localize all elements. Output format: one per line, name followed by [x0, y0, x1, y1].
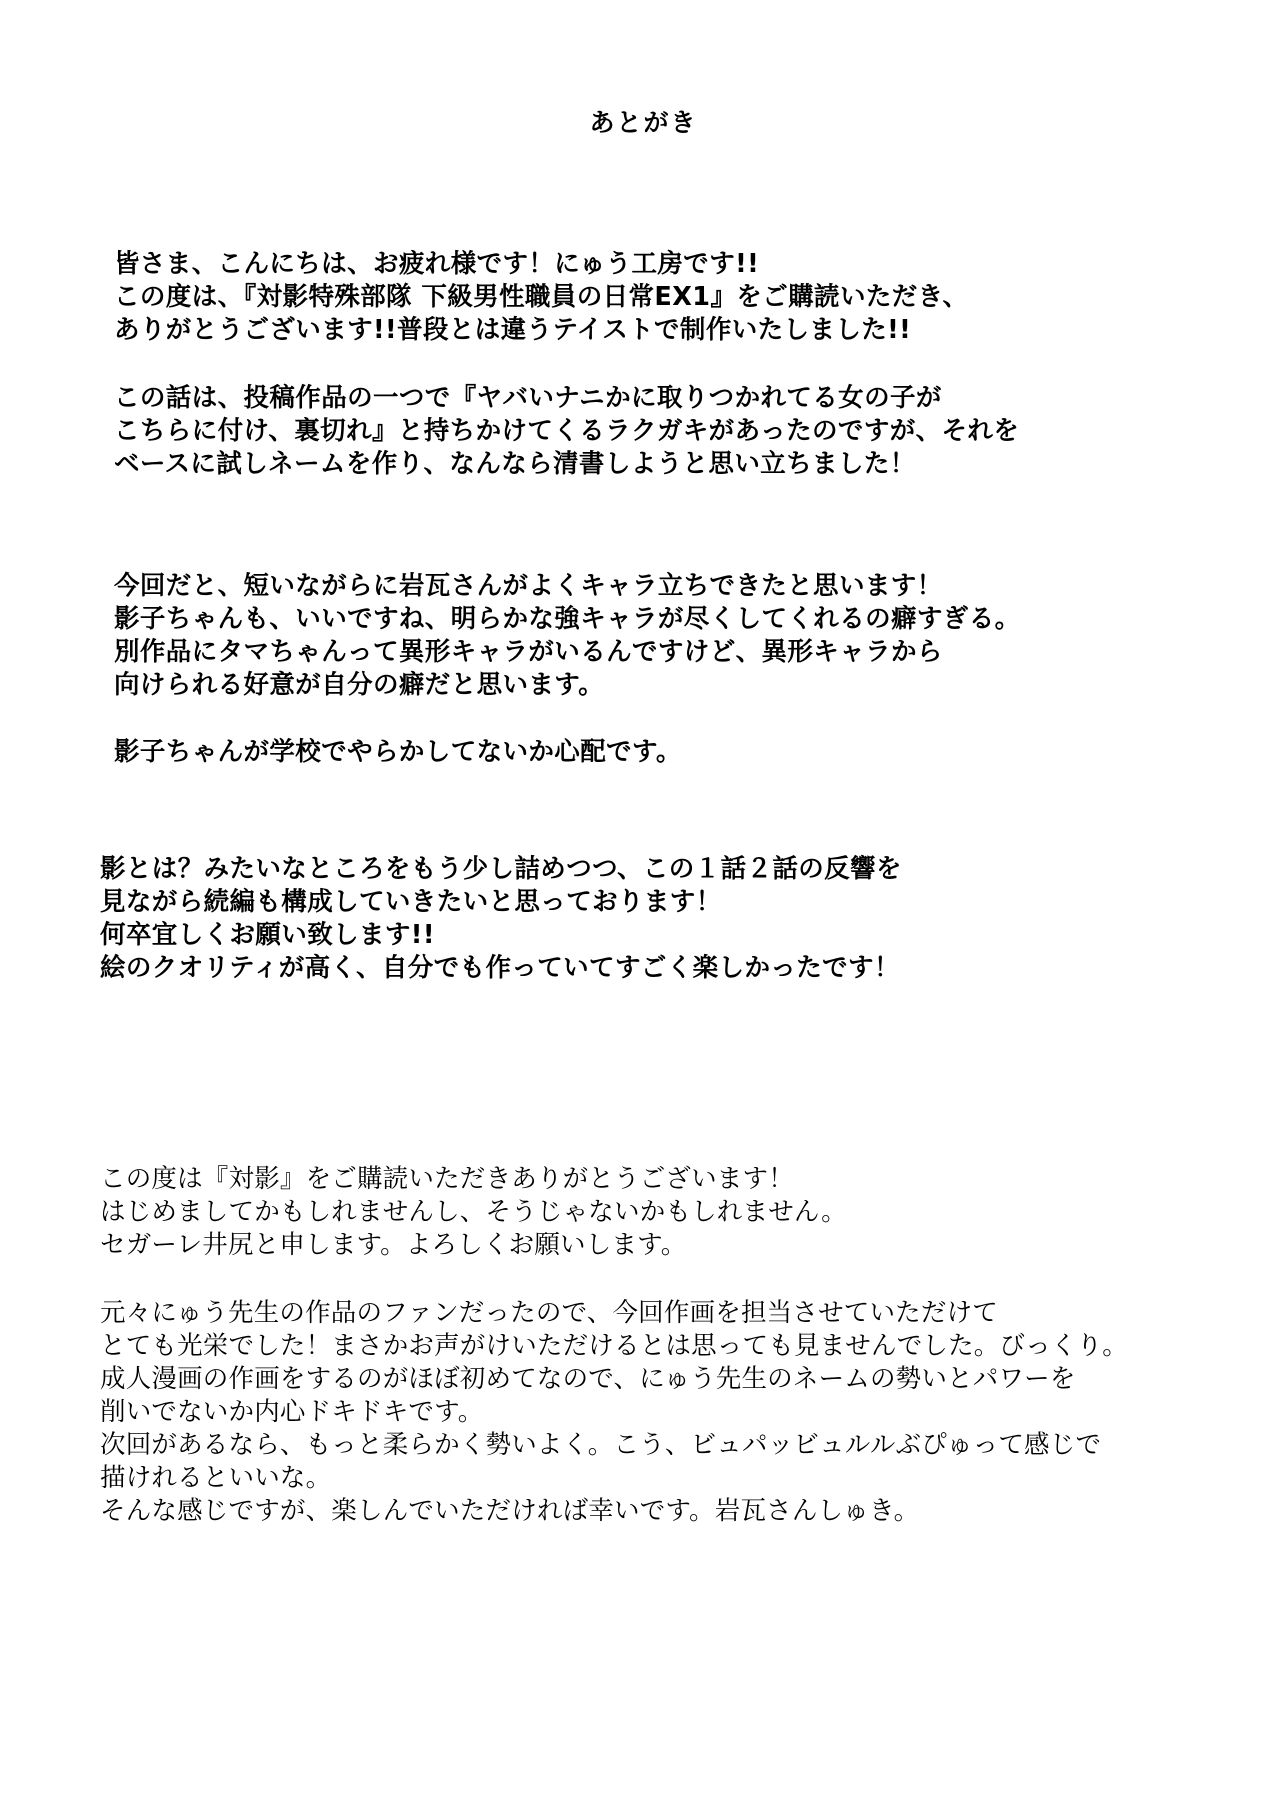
text-line: ベースに試しネームを作り、なんなら清書しようと思い立ちました！: [114, 449, 916, 479]
text-line: ありがとうございます!!普段とは違うテイストで制作いたしました!!: [114, 315, 912, 345]
text-line: 影子ちゃんも、いいですね、明らかな強キャラが尽くしてくれるの癖すぎる。: [114, 604, 1021, 634]
text-line: セガーレ井尻と申します。よろしくお願いします。: [100, 1230, 687, 1260]
text-line: 今回だと、短いながらに岩瓦さんがよくキャラ立ちできたと思います！: [114, 571, 943, 601]
text-line: 削いでないか内心ドキドキです。: [100, 1397, 484, 1427]
artist-greeting-paragraph: [100, 1163, 847, 1262]
text-line: 向けられる好意が自分の癖だと思います。: [114, 670, 605, 700]
text-line: 成人漫画の作画をするのがほぼ初めてなので、にゅう先生のネームの勢いとパワーを: [100, 1364, 1076, 1394]
character-comments-paragraph: [114, 570, 1021, 702]
text-line: 次回があるなら、もっと柔らかく勢いよく。こう、ビュパッビュルルぶぴゅって感じで: [100, 1430, 1102, 1460]
sequel-plans-paragraph: [100, 853, 902, 985]
text-line: そんな感じですが、楽しんでいただければ幸いです。岩瓦さんしゅき。: [100, 1496, 920, 1526]
author-greeting-paragraph: [114, 248, 968, 347]
text-line: この度は『対影』をご購読いただきありがとうございます！: [100, 1164, 794, 1194]
text-line: この度は、『対影特殊部隊 下級男性職員の日常EX1』をご購読いただき、: [114, 282, 969, 312]
text-line: この話は、投稿作品の一つで『ヤバいナニかに取りつかれてる女の子が: [114, 383, 942, 413]
text-line: 影とは？みたいなところをもう少し詰めつつ、この１話２話の反響を: [100, 854, 902, 884]
artist-comments-paragraph: [100, 1297, 1128, 1528]
story-origin-paragraph: [114, 382, 1019, 481]
text-line: とても光栄でした！まさかお声がけいただけるとは思っても見ませんでした。びっくり。: [100, 1331, 1129, 1361]
text-line: 影子ちゃんが学校でやらかしてないか心配です。: [114, 737, 682, 767]
text-line: はじめましてかもしれませんし、そうじゃないかもしれません。: [100, 1197, 847, 1227]
text-line: 絵のクオリティが高く、自分でも作っていてすごく楽しかったです！: [100, 953, 900, 983]
text-line: こちらに付け、裏切れ』と持ちかけてくるラクガキがあったのですが、それを: [114, 416, 1020, 446]
text-line: 別作品にタマちゃんって異形キャラがいるんですけど、異形キャラから: [114, 637, 943, 667]
text-line: 描けれるといいな。: [100, 1463, 332, 1493]
text-line: 見ながら続編も構成していきたいと思っております！: [100, 887, 722, 917]
text-line: 何卒宜しくお願い致します!!: [100, 920, 435, 950]
page-title: あとがき: [589, 108, 698, 137]
text-line: 元々にゅう先生の作品のファンだったので、今回作画を担当させていただけて: [100, 1298, 998, 1328]
text-line: 皆さま、こんにちは、お疲れ様です！にゅう工房です!!: [114, 249, 760, 279]
school-worry-paragraph: [114, 736, 682, 769]
